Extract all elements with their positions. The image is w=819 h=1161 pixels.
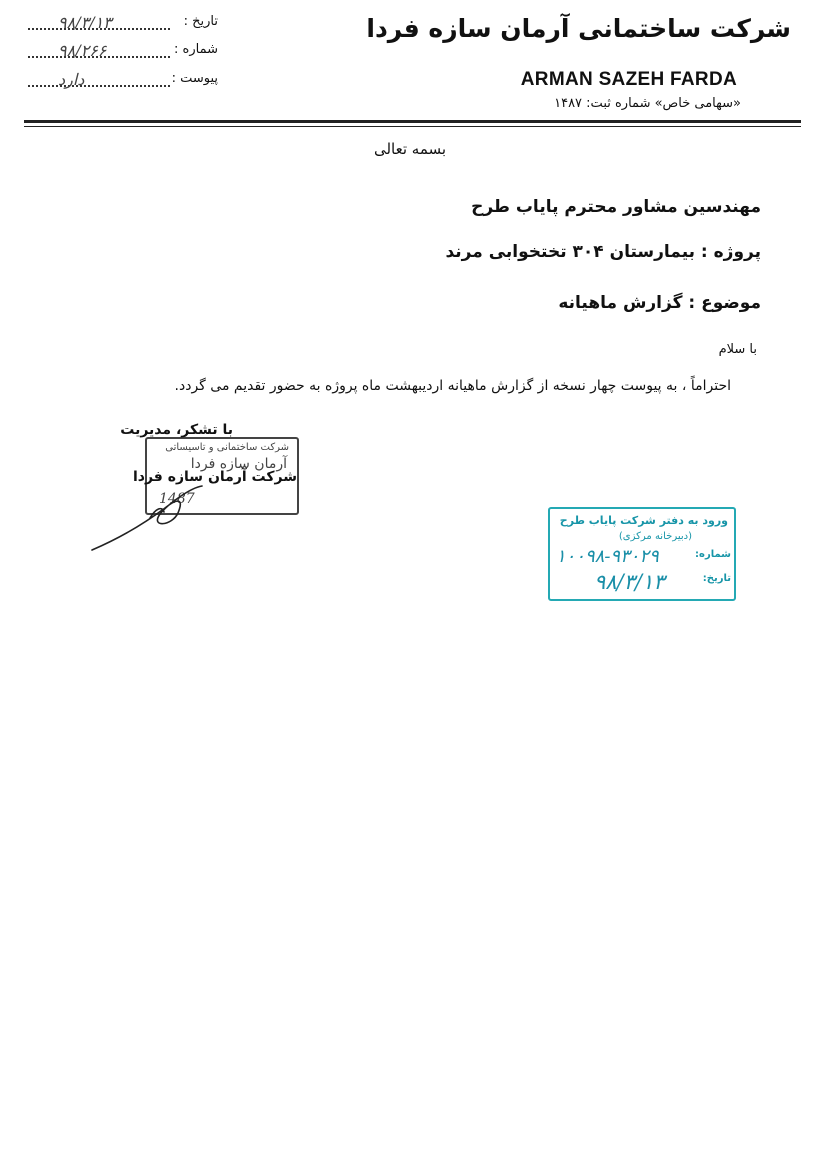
receipt-stamp-date-label: تاریخ:	[702, 573, 731, 584]
receipt-stamp-subtitle: (دبیرخانه مرکزی)	[618, 531, 692, 542]
subject-line: موضوع : گزارش ماهیانه	[558, 293, 761, 313]
bismillah: بسمه تعالی	[373, 140, 447, 158]
number-field	[28, 42, 218, 62]
recipient-line: مهندسین مشاور محترم پایاب طرح	[471, 197, 761, 217]
company-name-persian: شرکت ساختمانی آرمان سازه فردا	[366, 14, 791, 43]
number-handwritten: ۹۸/۲۶۶	[58, 41, 107, 60]
company-name-english: ARMAN SAZEH FARDA	[520, 69, 737, 90]
attachment-dotted-line	[28, 85, 170, 87]
receipt-stamp-number-label: شماره:	[695, 549, 731, 560]
attachment-field	[28, 71, 218, 91]
company-stamp-line1: شرکت ساختمانی و تاسیساتی	[165, 442, 289, 453]
header-rule-thin	[24, 126, 801, 127]
date-label: تاریخ :	[183, 14, 218, 29]
receipt-stamp	[548, 507, 736, 601]
handwritten-signature	[90, 478, 210, 553]
date-field	[28, 14, 218, 34]
header-rule-thick	[24, 120, 801, 123]
attachment-handwritten: دارد	[58, 70, 85, 89]
closing-thanks: با تشکر، مدیریت	[120, 422, 233, 438]
date-handwritten: ۹۸/۳/۱۳	[58, 13, 112, 32]
project-line: پروژه : بیمارستان ۳۰۴ تختخوابی مرند	[445, 242, 761, 262]
receipt-stamp-title: ورود به دفتر شرکت پایاب طرح	[559, 514, 728, 527]
company-stamp-reg-number: 1487	[159, 491, 195, 507]
company-stamp-line2: آرمان سازه فردا	[190, 456, 287, 472]
signature-block	[90, 420, 305, 550]
letter-body-text: احتراماً ، به پیوست چهار نسخه از گزارش ماهیانه اردیبهشت ماه پروژه به حضور تقدیم می گردد.	[174, 378, 731, 394]
greeting: با سلام	[718, 342, 757, 357]
attachment-label: پیوست :	[171, 71, 218, 86]
company-registration: «سهامی خاص» شماره ثبت: ۱۴۸۷	[554, 96, 741, 111]
closing-company-name: شرکت آرمان سازه فردا	[132, 469, 297, 485]
receipt-stamp-number-handwritten: ۱۰۰۹۸-۹۳۰۲۹	[556, 546, 659, 567]
receipt-stamp-date-handwritten: ۹۸/۳/۱۳	[594, 570, 665, 594]
number-label: شماره :	[174, 42, 218, 57]
